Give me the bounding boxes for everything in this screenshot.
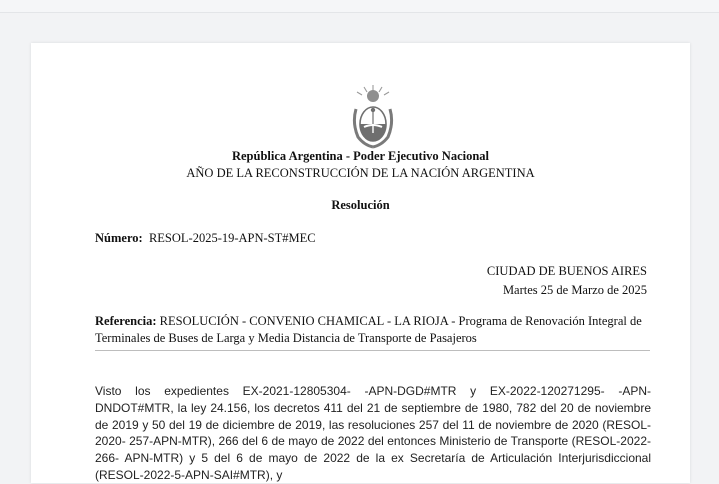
year-motto: AÑO DE LA RECONSTRUCCIÓN DE LA NACIÓN ARGENTINA [186, 166, 535, 180]
reference-block [95, 313, 655, 347]
reference-label: Referencia: [95, 314, 157, 328]
number-label: Número: [95, 231, 143, 245]
section-divider [95, 350, 650, 351]
reference-text: RESOLUCIÓN - CONVENIO CHAMICAL - LA RIOJA - Programa de Renovación Integral de Terminales de Buses de Larga y Media Distancia de Transporte de Pasajeros [95, 314, 642, 345]
document-number [95, 231, 316, 246]
body-paragraph: Visto los expedientes EX-2021-12805304- -APN-DGD#MTR y EX-2022-120271295- -APN-DNDOT#MTR, la ley 24.156, los decretos 411 del 21 de septiembre de 1980, 782 del 20 de noviembre de 2019 y 50 del 19 de diciembre de 2019, las resoluciones 257 del 11 de noviembre de 2020 (RESOL-2020- 257-APN-MTR), 266 del 6 de mayo de 2022 del entonces Ministerio de Transporte (RESOL-2022-266- APN-MTR) y 5 del 6 de mayo de 2022 de la ex Secretaría de Articulación Interjurisdiccional (RESOL-2022-5-APN-SAI#MTR), y [95, 384, 651, 482]
city-line: CIUDAD DE BUENOS AIRES [486, 264, 647, 278]
viewer-top-bar [0, 0, 719, 13]
number-value: RESOL-2025-19-APN-ST#MEC [148, 231, 316, 245]
document-page [31, 43, 690, 483]
document-type-title: Resolución [331, 198, 390, 212]
government-heading: República Argentina - Poder Ejecutivo Nacional [231, 149, 490, 163]
national-coat-of-arms-icon [348, 83, 398, 151]
date-line: Martes 25 de Marzo de 2025 [502, 283, 647, 297]
